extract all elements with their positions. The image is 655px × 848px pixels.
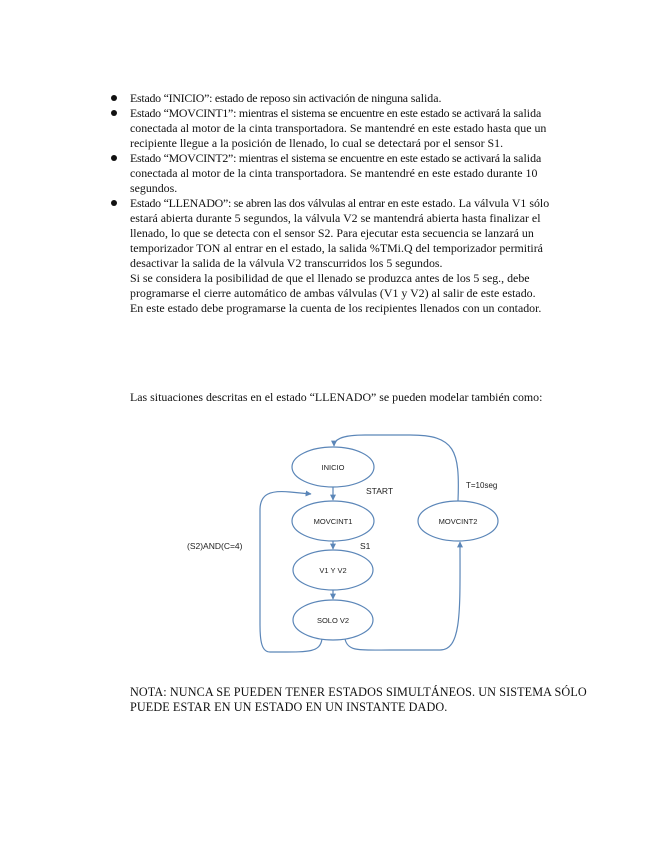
state-label-movcint2: MOVCINT2 xyxy=(438,517,478,526)
item-text xyxy=(130,196,568,271)
bullet-icon xyxy=(111,155,117,161)
label-s1: S1 xyxy=(360,541,371,551)
transition-condition xyxy=(260,492,322,652)
bullet-icon xyxy=(111,110,117,116)
state-diagram xyxy=(170,430,520,662)
item-rest: salida. xyxy=(407,91,442,105)
item-rest: salida conectada al motor de la cinta transportadora. Se mantendré en este estado hasta que un recipiente llegue a la posición de llenado, lo cual se detectará por el sensor S1. xyxy=(130,106,547,150)
state-item-movcint2 xyxy=(108,151,568,196)
state-label-inicio: INICIO xyxy=(321,463,345,472)
label-start: START xyxy=(366,486,394,496)
item-lead: Estado “LLENADO”: se abren las dos válvulas al entrar en e xyxy=(130,196,407,210)
state-label-v1v2: V1 Y V2 xyxy=(319,566,347,575)
state-item-movcint1 xyxy=(108,106,568,151)
item-lead: Estado “MOVCINT2”: mientras el sistema se encuentre en este estado se activará la xyxy=(130,151,511,165)
diagram-intro: Las situaciones descritas en el estado “LLENADO” se pueden modelar también como: xyxy=(130,390,543,404)
state-label-solo-v2: SOLO V2 xyxy=(316,616,350,625)
item-rest: salida conectada al motor de la cinta transportadora. Se mantendré en este estado durante 10 segundos. xyxy=(130,151,542,195)
state-item-inicio xyxy=(108,91,568,106)
bullet-icon xyxy=(111,200,117,206)
item-text xyxy=(130,91,568,106)
label-timer: T=10seg xyxy=(466,481,498,490)
item-rest: ste estado. La válvula V1 sólo estará abierta durante 5 segundos, la válvula V2 se mantendrá abierta hasta finalizar el llenado, lo que se detecta con el sensor S2. Para ejecutar esta secuencia se lanzará un temporizador TON al entrar en el estado, la salida %TMi.Q del temporizador permitirá desactivar la salida de la válvula V2 transcurridos los 5 segundos. xyxy=(130,196,550,270)
label-condition: (S2)AND(C=4) xyxy=(187,541,243,551)
state-list xyxy=(108,91,568,316)
item-extra-paragraph: En este estado debe programarse la cuenta de los recipientes llenados con un contador. xyxy=(130,301,542,315)
transition-timer xyxy=(334,435,458,501)
item-lead: Estado “INICIO”: estado de reposo sin activación de ninguna xyxy=(130,91,408,105)
item-text xyxy=(130,151,568,196)
state-item-llenado xyxy=(108,196,568,316)
bullet-icon xyxy=(111,95,117,101)
item-text xyxy=(130,106,568,151)
state-label-movcint1: MOVCINT1 xyxy=(313,517,353,526)
note: NOTA: NUNCA SE PUEDEN TENER ESTADOS SIMULTÁNEOS. UN SISTEMA SÓLO PUEDE ESTAR EN UN ESTADO EN UN INSTANTE DADO. xyxy=(130,685,587,714)
item-lead: Estado “MOVCINT1”: mientras el sistema se encuentre en este estado se activará la xyxy=(130,106,511,120)
item-extra-paragraph: Si se considera la posibilidad de que el llenado se produzca antes de los 5 seg., debe programarse el cierre automático de ambas válvulas (V1 y V2) al salir de este estado. xyxy=(130,271,536,300)
